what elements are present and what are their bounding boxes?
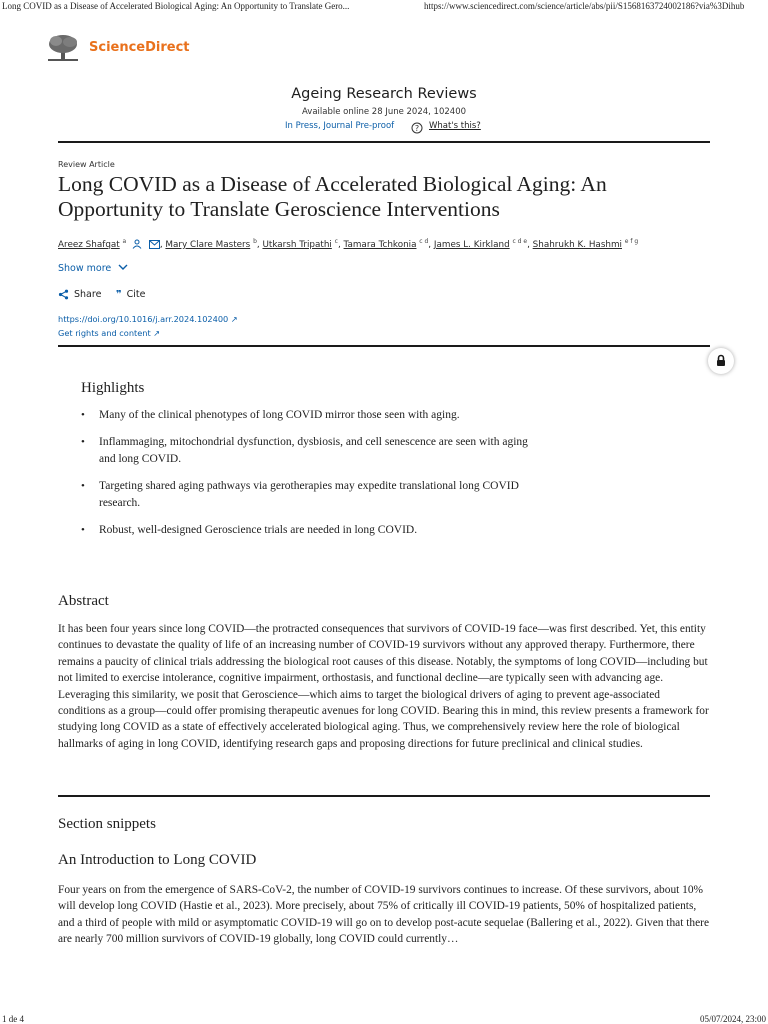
- author-affiliation[interactable]: c d e: [512, 238, 528, 245]
- external-link-icon: ↗: [153, 328, 161, 338]
- article-title-line1: Long COVID as a Disease of Accelerated Biological Aging: An: [58, 172, 607, 196]
- share-label: Share: [74, 289, 102, 300]
- author-affiliation[interactable]: b: [253, 238, 257, 245]
- list-item: • Robust, well-designed Geroscience trials are needed in long COVID.: [81, 522, 531, 539]
- doi-text: https://doi.org/10.1016/j.arr.2024.102400: [58, 314, 229, 324]
- print-header-title: Long COVID as a Disease of Accelerated Biological Aging: An Opportunity to Translate Gero...: [2, 1, 350, 11]
- rights-text: Get rights and content: [58, 328, 151, 338]
- author-affiliation[interactable]: c d: [419, 238, 429, 245]
- snippet-text: Four years on from the emergence of SARS-CoV-2, the number of COVID-19 survivors continues to increase. Of these survivors, about 10% will develop long COVID (Hastie et al., 2023). More precisely, about 75% of critically ill COVID-19 patients, 50% of hospitalized patients, and a third of people with mild or asymptomatic COVID-19 will go on to develop post-acute sequelae (Ballering et al., 2022). Given that there are nearly 700 million survivors of COVID-19 globally, long COVID could currently…: [58, 884, 709, 946]
- svg-text:?: ?: [414, 124, 420, 133]
- quote-icon: ❞: [116, 289, 122, 300]
- journal-status: In Press, Journal Pre-proof: [285, 121, 395, 131]
- external-link-icon: ↗: [230, 314, 238, 324]
- abstract-heading: Abstract: [58, 593, 109, 609]
- highlights-section: [81, 380, 531, 549]
- author-list: Areez Shafqat $^a$ , Mary Clare Masters $^b$, Utkarsh Tripathi $^c$, Tamara Tchkonia $^{c d}$, James L. Kirkland $^{c d e}$, Shahrukh K. Hashmi $^{e f g}$: [58, 238, 639, 250]
- author-name[interactable]: Areez Shafqat: [58, 239, 120, 250]
- highlights-list: [81, 407, 531, 539]
- author-name[interactable]: Tamara Tchkonia: [343, 239, 417, 250]
- author-name[interactable]: Shahrukh K. Hashmi: [532, 239, 622, 250]
- access-lock-button[interactable]: [708, 348, 734, 374]
- person-icon[interactable]: [132, 239, 142, 249]
- author-name[interactable]: James L. Kirkland: [433, 239, 510, 250]
- doi-link[interactable]: [58, 314, 238, 324]
- author-affiliation[interactable]: a: [122, 238, 127, 245]
- divider: [58, 345, 710, 347]
- availability: Available online 28 June 2024, 102400: [301, 107, 467, 117]
- envelope-icon[interactable]: [149, 240, 160, 249]
- author-affiliation[interactable]: e f g: [624, 238, 639, 245]
- highlights-heading: Highlights: [81, 380, 145, 396]
- divider: [58, 795, 710, 797]
- article-title-line2: Opportunity to Translate Geroscience Interventions: [58, 197, 500, 221]
- abstract-text: It has been four years since long COVID—the protracted consequences that survivors of COVID-19 face—was first described. Yet, this entity continues to devastate the quality of life of an increasing number of COVID-19 survivors without any approved therapy. Furthermore, there remains a paucity of clinical trials addressing the biological root causes of this disease. Notably, the symptoms of long COVID—including but not limited to exercise intolerance, cognitive impairment, orthostasis, and functional decline—are typically seen with advancing age. Leveraging this similarity, we posit that Geroscience—which aims to target the biological drivers of aging to prevent age-associated conditions as a group—could offer promising therapeutic avenues for long COVID. Bearing this in mind, this review presents a framework for studying long COVID as a state of effectively accelerated biological aging. Thus, we comprehensively review here the role of biological hallmarks of aging in long COVID, identifying research gaps and proposing directions for future preclinical and clinical studies.: [58, 623, 709, 750]
- elsevier-tree-icon[interactable]: [46, 33, 80, 63]
- list-item: • Inflammaging, mitochondrial dysfunction, dysbiosis, and cell senescence are seen with aging and long COVID.: [81, 434, 531, 468]
- show-more-label: Show more: [58, 263, 112, 274]
- list-item: • Targeting shared aging pathways via gerotherapies may expedite translational long COVID research.: [81, 478, 531, 512]
- divider: [58, 141, 710, 143]
- abstract-section: [58, 593, 710, 752]
- journal-name[interactable]: Ageing Research Reviews: [291, 86, 477, 102]
- show-more-button[interactable]: [58, 263, 128, 274]
- rights-link[interactable]: [58, 328, 160, 338]
- sciencedirect-logo[interactable]: ScienceDirect: [89, 40, 190, 55]
- cite-button[interactable]: [116, 289, 145, 300]
- list-item: • Many of the clinical phenotypes of long COVID mirror those seen with aging.: [81, 407, 531, 424]
- author-name[interactable]: Utkarsh Tripathi: [262, 239, 332, 250]
- share-icon: [58, 289, 69, 300]
- author-affiliation[interactable]: c: [334, 238, 338, 245]
- print-header-url: https://www.sciencedirect.com/science/article/abs/pii/S1568163724002186?via%3Dihub: [424, 1, 745, 11]
- cite-label: Cite: [126, 289, 146, 300]
- snippet-subheading[interactable]: An Introduction to Long COVID: [58, 852, 257, 868]
- author-name[interactable]: Mary Clare Masters: [165, 239, 251, 250]
- snippets-section: [58, 816, 710, 948]
- lock-icon: [716, 354, 726, 367]
- chevron-down-icon: [118, 263, 128, 271]
- print-footer-datetime: 05/07/2024, 23:00: [699, 1014, 766, 1024]
- help-icon[interactable]: [411, 121, 423, 133]
- print-footer-page: 1 de 4: [2, 1014, 24, 1024]
- article-type: Review Article: [58, 160, 115, 169]
- share-button[interactable]: [58, 289, 101, 300]
- whats-this-link[interactable]: What's this?: [429, 121, 481, 131]
- article-title: [58, 172, 607, 222]
- snippets-heading: Section snippets: [58, 816, 156, 832]
